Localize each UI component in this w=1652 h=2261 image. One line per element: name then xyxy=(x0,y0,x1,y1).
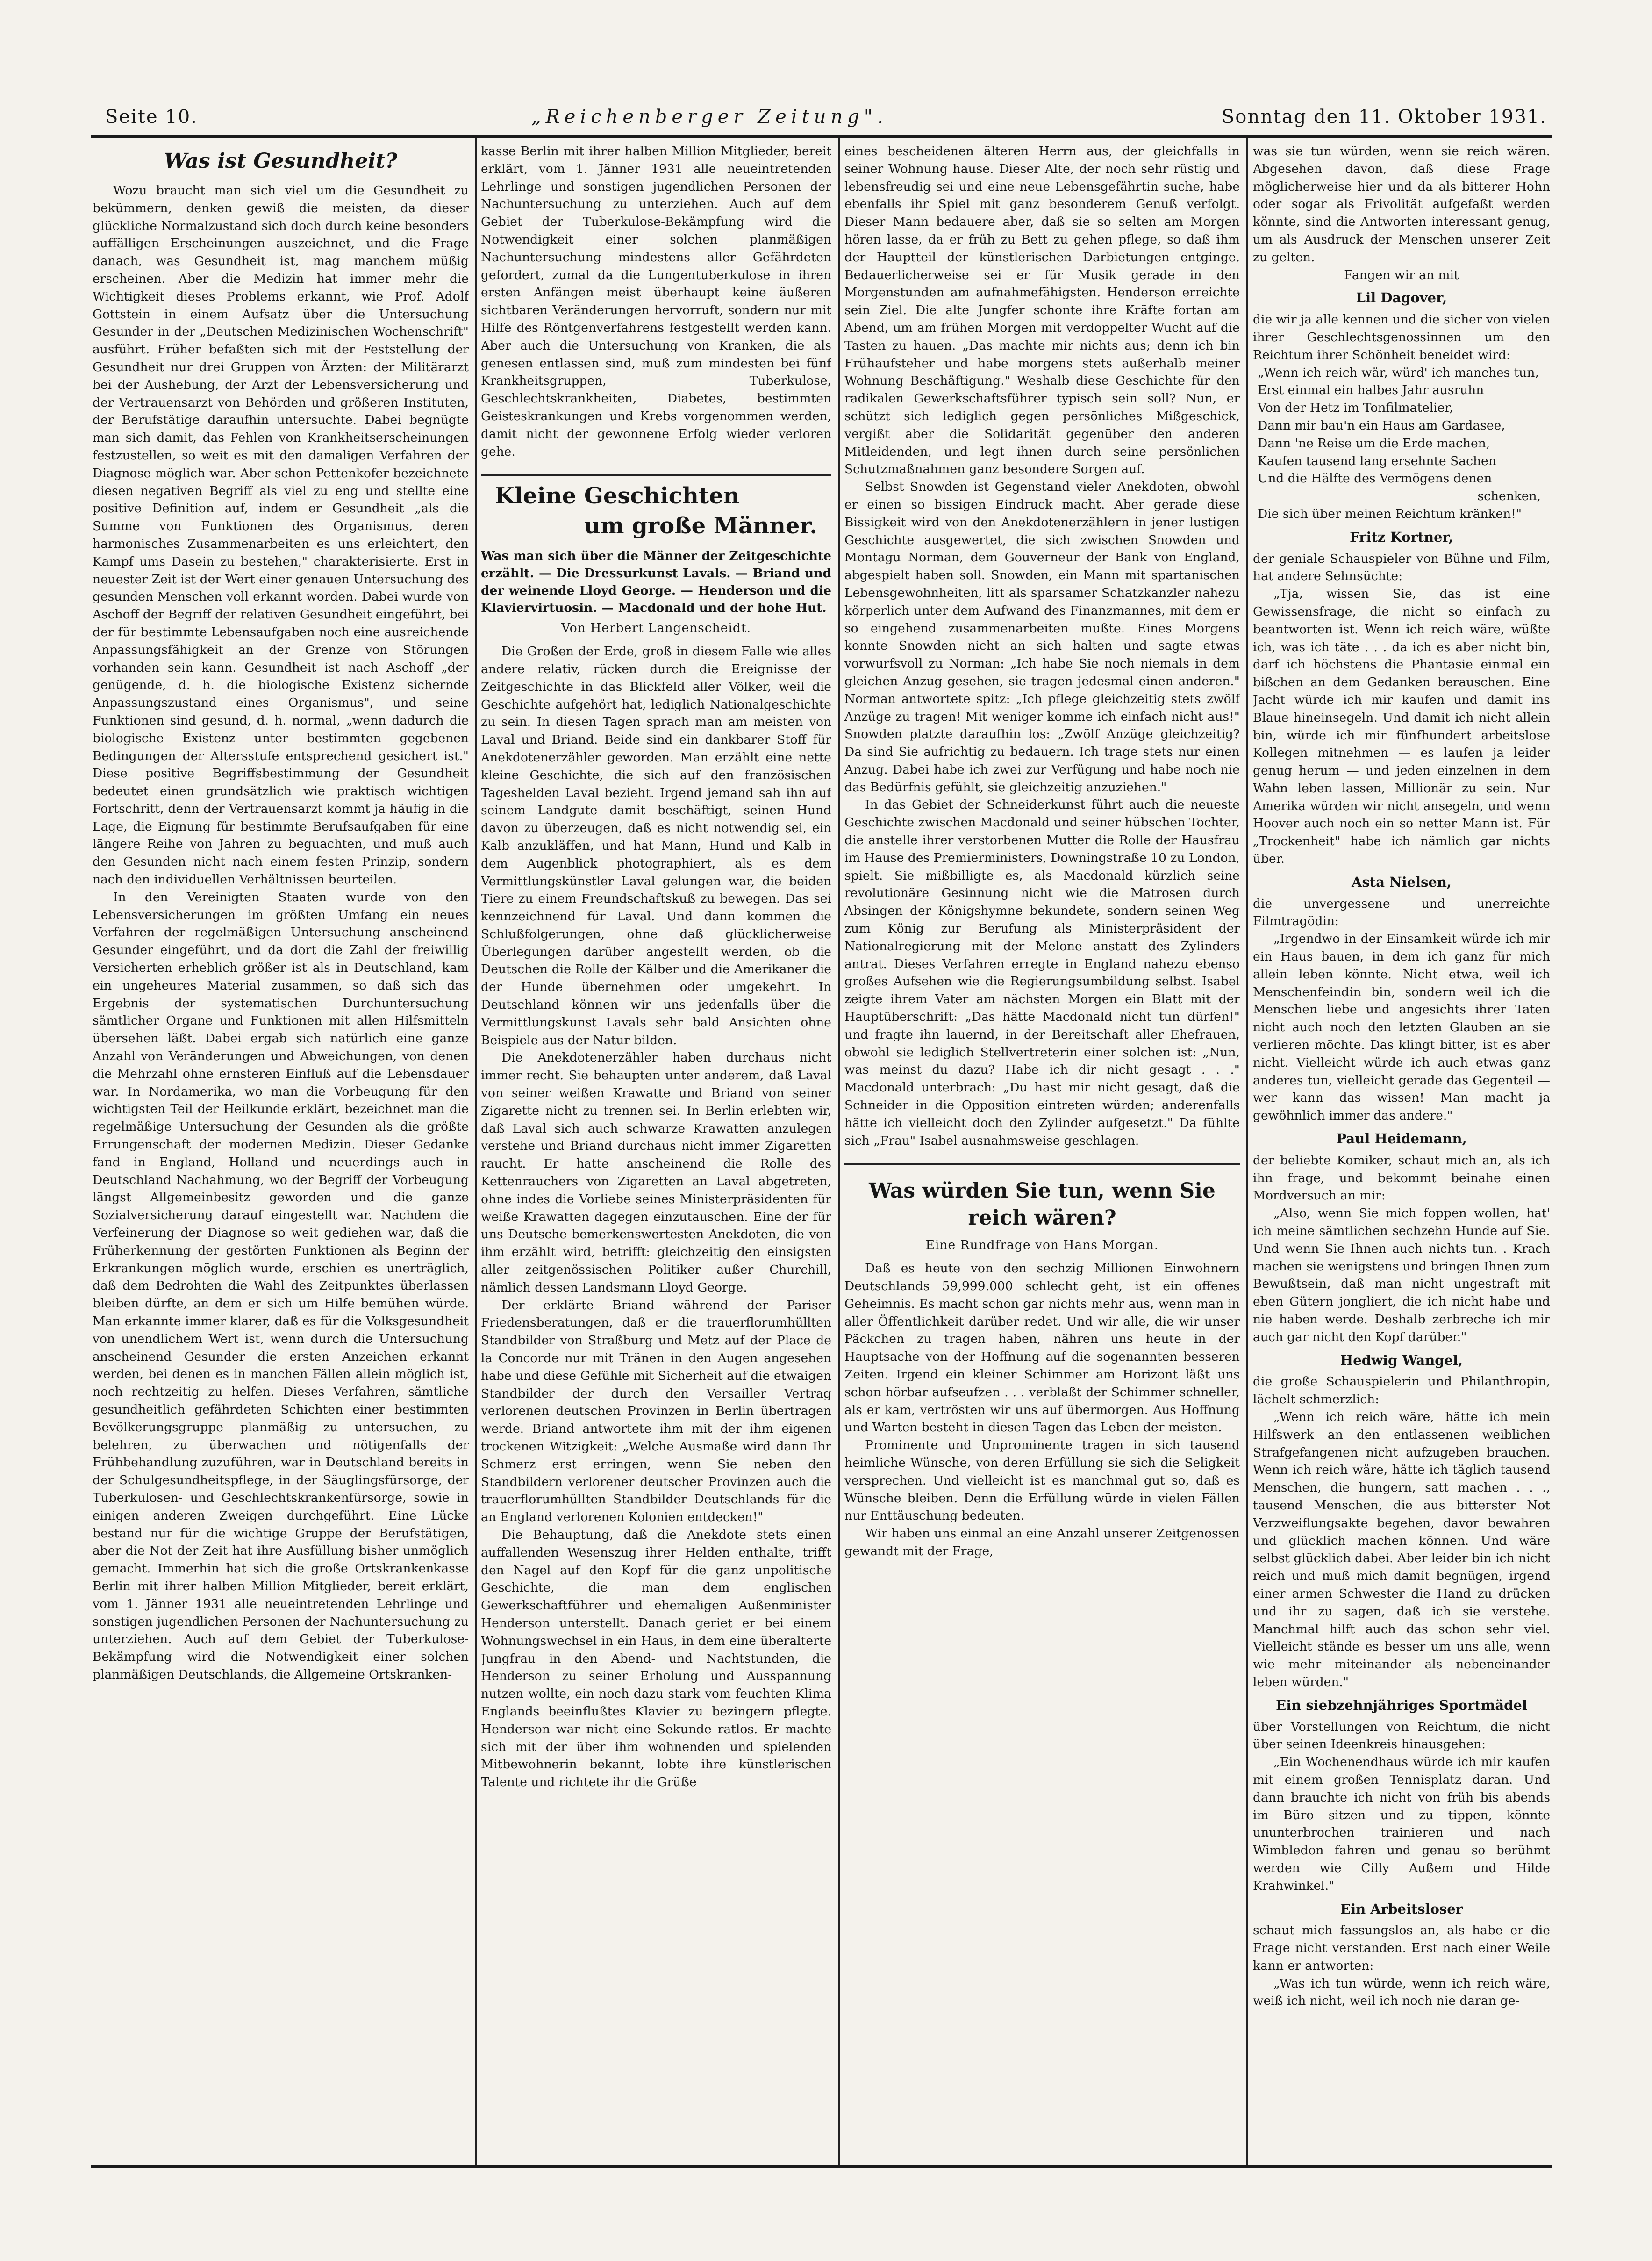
paragraph-continued: eines bescheidenen älteren Herrn aus, der gleichfalls in seiner Wohnung hause. Dieser Alte, der noch sehr rüstig und lebensfreudig sei und eine neue Lebensgefährtin suche, habe ebenfalls ihr Spiel mit ganz besonderem Genuß verfolgt. Dieser Mann bedauere aber, daß sie so selten am Morgen hören lasse, da er früh zu Bett zu gehen pflege, so daß ihm der Hauptteil der künstlerischen Darbietungen entginge. Bedauerlicherweise sei er für Musik gerade in den Morgenstunden am aufnahmefähigsten. Henderson erreichte sein Ziel. Die alte Jungfer schonte ihre Kräfte fortan am Abend, um am frühen Morgen mit verdoppelter Wucht auf die Tasten zu hauen. „Das machte mir nichts aus; denn ich bin Frühaufsteher und habe morgens stets außerhalb meiner Wohnung Beschäftigung." Weshalb diese Geschichte für den radikalen Gewerkschaftsführer typisch sein soll? Nun, er schützt sich lediglich gegen persönliches Mißgeschick, vergißt aber die Solidarität gegenüber den anderen Mitleidenden, und legt ihnen durch seine persönlichen Schutzmaßnahmen ganz besondere Sorgen auf. xyxy=(844,144,1240,477)
poem-line: Dann 'ne Reise um die Erde machen, xyxy=(1258,436,1490,451)
paragraph-continued: kasse Berlin mit ihrer halben Million Mitglieder, bereit erklärt, vom 1. Jänner 1931 alle neueintretenden Lehrlinge und sonstigen jugendlichen Personen der Nachuntersuchung zu unterziehen. Auch auf dem Gebiet der Tuberkulose-Bekämpfung wird die Notwendigkeit einer solchen planmäßigen Nachuntersuchung mindestens aller Gefährdeten gefordert, zumal da die Lungentuberkulose in ihren ersten Anfängen meist überhaupt keine äußeren sichtbaren Veränderungen hervorruft, sondern nur mit Hilfe des Röntgenverfahrens festgestellt werden kann. Aber auch die Untersuchung von Kranken, die als genesen entlassen sind, muß zum mindesten bei fünf Krankheitsgruppen, Tuberkulose, Geschlechtskrankheiten, Diabetes, bestimmten Geisteskrankungen und Krebs vorgenommen werden, damit nicht der gewonnene Erfolg wieder verloren gehe. xyxy=(481,144,831,459)
paragraph: die große Schauspielerin und Philanthropin, lächelt schmerzlich: xyxy=(1253,1374,1550,1407)
article-title-geschichten-line2: um große Männer. xyxy=(584,513,817,539)
respondent-name: Asta Nielsen, xyxy=(1351,874,1452,890)
paragraph: „Was ich tun würde, wenn ich reich wäre, weiß ich nicht, weil ich noch nie daran ge- xyxy=(1253,1976,1550,2009)
masthead: „Reichenberger Zeitung". xyxy=(531,106,888,128)
article-byline: Von Herbert Langenscheidt. xyxy=(561,621,751,636)
paragraph: Wir haben uns einmal an eine Anzahl unserer Zeitgenossen gewandt mit der Frage, xyxy=(844,1526,1240,1558)
page-number: Seite 10. xyxy=(105,106,198,128)
respondent-name: Ein siebzehnjähriges Sportmädel xyxy=(1276,1697,1527,1713)
paragraph: Prominente und Unprominente tragen in sich tausend heimliche Wünsche, von deren Erfüllung sie sich die Seligkeit versprechen. Und vielleicht ist es manchmal gut so, daß es Wünsche bleiben. Denn die Erfüllung würde in vielen Fällen nur Enttäuschung bedeuten. xyxy=(844,1438,1240,1523)
poem xyxy=(1253,364,1550,523)
poem-line: Kaufen tausend lang ersehnte Sachen xyxy=(1258,453,1496,468)
paragraph: „Also, wenn Sie mich foppen wollen, hat' ich meine sämtlichen sechzehn Hunde auf Sie. Und wenn Sie Ihnen auch nichts tun. . Krach machen sie wenigstens und bringen Ihnen zum Bewußtsein, daß man nicht ungestraft mit eben Gütern jongliert, die ich nicht habe und nie haben werde. Deshalb zerbreche ich mir auch gar nicht den Kopf darüber." xyxy=(1253,1206,1550,1344)
column-2 xyxy=(481,143,831,2157)
poem-line: Dann mir bau'n ein Haus am Gardasee, xyxy=(1258,418,1505,433)
poem-line: Die sich über meinen Reichtum kränken!" xyxy=(1258,506,1522,521)
paragraph: In den Vereinigten Staaten wurde von den Lebensversicherungen im größten Umfang ein neues Verfahren der regelmäßigen Untersuchung anscheinend Gesunder eingeführt, und da dort die Zahl der freiwillig Versicherten erheblich größer ist als in Deutschland, kam ein ungeheures Material zusammen, so daß sich das Ergebnis der systematischen Durchuntersuchung sämtlicher Organe und Funktionen mit allen Hilfsmitteln übersehen läßt. Dabei ergab sich natürlich eine ganze Anzahl von Veränderungen und Abweichungen, von denen die Mehrzahl ohne ernsteren Einfluß auf die Lebensdauer war. In Nordamerika, wo man die Vorbeugung für den wichtigsten Teil der Heilkunde erklärt, bezeichnet man die regelmäßige Untersuchung der Gesunden als die größte Errungenschaft der modernen Medizin. Dieser Gedanke fand in England, Holland und neuerdings auch in Deutschland Nachahmung, wo der Begriff der Vorbeugung längst Allgemeinbesitz geworden und die ganze Sozialversicherung darauf eingestellt war. Nachdem die Verfeinerung der Diagnose so weit gediehen war, daß die Früherkennung der gestörten Funktionen als Beginn der Erkrankungen möglich wurde, erschien es unerträglich, daß dem Bedrohten die Wahl des Zeitpunktes überlassen bleiben dürfte, an dem er sich um Hilfe bemühen würde. Man erkannte immer klarer, daß es für die Volksgesundheit von unendlichem Wert ist, wenn durch die Untersuchung anscheinend Gesunder die ersten Anzeichen erkannt werden, bei denen es in manchen Fällen allein möglich ist, noch rechtzeitig zu helfen. Dieses Verfahren, sämtliche gesundheitlich gefährdeten Schichten einer bestimmten Bevölkerungsgruppe planmäßig zu untersuchen, zu belehren, zu überwachen und nötigenfalls der Frühbehandlung zuzuführen, war in Deutschland bereits in der Schulgesundheitspflege, in der Säuglingsfürsorge, der Tuberkulosen- und Geschlechtskrankenfürsorge, sowie in einigen anderen Zweigen durchgeführt. Eine Lücke bestand nur für die wichtige Gruppe der Berufstätigen, aber die Not der Zeit hat ihre Ausfüllung bisher unmöglich gemacht. Immerhin hat sich die große Ortskrankenkasse Berlin mit ihrer halben Million Mitglieder, bereit erklärt, vom 1. Jänner 1931 alle neueintretenden Lehrlinge und sonstigen jugendlichen Personen der Nachuntersuchung zu unterziehen. Auch auf dem Gebiet der Tuberkulose-Bekämpfung wird die Notwendigkeit einer solchen planmäßigen Deutschlands, die Allgemeine Ortskranken- xyxy=(93,890,469,1682)
paragraph: „Ein Wochenendhaus würde ich mir kaufen mit einem großen Tennisplatz daran. Und dann brauchte ich nicht von früh bis abends im Büro sitzen und zu tippen, könnte ununterbrochen trainieren und nach Wimbledon fahren und genau so berühmt werden wie Cilly Außem und Hilde Krahwinkel." xyxy=(1253,1755,1550,1893)
paragraph: Der erklärte Briand während der Pariser Friedensberatungen, daß er die trauerflorumhüllten Standbilder von Straßburg und Metz auf der Place de la Concorde nur mit Tränen in den Augen angesehen habe und diese Gefühle mit Sicherheit auf die etwaigen Standbilder der durch den Versailler Vertrag verlorenen deutschen Provinzen in Berlin übertragen werde. Briand antwortete ihm mit der ihm eigenen trockenen Witzigkeit: „Welche Ausmaße wird dann Ihr Schmerz erst erringen, wenn Sie neben den Standbildern verlorener deutscher Provinzen auch die trauerflorumhüllten Standbilder Deutschlands für die an England verlorenen Kolonien entdecken!" xyxy=(481,1298,831,1525)
article-deck: Was man sich über die Männer der Zeitgeschichte erzählt. — Die Dressurkunst Lavals. — Briand und der weinende Lloyd George. — Henderson und die Klaviervirtuosin. — Macdonald und der hohe Hut. xyxy=(481,549,831,616)
article-title-reich: Was würden Sie tun, wenn Sie reich wären? xyxy=(869,1179,1216,1230)
article-separator xyxy=(844,1163,1240,1165)
respondent-name: Hedwig Wangel, xyxy=(1340,1352,1463,1368)
column-3 xyxy=(844,143,1240,2157)
paragraph: „Irgendwo in der Einsamkeit würde ich mir ein Haus bauen, in dem ich ganz für mich allein leben könnte. Nicht etwa, weil ich Menschenfeindin bin, sondern weil ich die Menschen liebe und angesichts ihrer Taten nicht auch noch den letzten Glauben an sie verlieren möchte. Das klingt bitter, ist es aber nicht. Vielleicht würde ich auch etwas ganz anderes tun, vielleicht gerade das Gegenteil — wer kann das wissen! Man macht ja gewöhnlich immer das andere." xyxy=(1253,932,1550,1123)
paragraph: der geniale Schauspieler von Bühne und Film, hat andere Sehnsüchte: xyxy=(1253,551,1550,584)
paragraph: Selbst Snowden ist Gegenstand vieler Anekdoten, obwohl er einen so bissigen Eindruck macht. Aber gerade diese Bissigkeit wird von den Anekdotenerzählern in jener lustigen Geschichte ausgewertet, die sich zwischen Snowden und Montagu Norman, dem Gouverneur der Bank von England, abgespielt haben soll. Snowden, ein Mann mit spartanischen Lebensgewohnheiten, litt als sparsamer Schatzkanzler nahezu körperlich unter dem Aufwand des Finanzmannes, mit dem er so eingehend zusammenarbeiten mußte. Eines Morgens konnte Snowden nicht an sich halten und sagte etwas vorwurfsvoll zu Norman: „Ich habe Sie noch niemals in dem gleichen Anzug gesehen, sie tragen jedesmal einen anderen." Norman antwortete spitz: „Ich pflege gleichzeitig stets zwölf Anzüge zu tragen! Mit weniger komme ich einfach nicht aus!" Snowden platzte daraufhin los: „Zwölf Anzüge gleichzeitig? Da sind Sie aufrichtig zu bedauern. Ich trage stets nur einen Anzug. Dabei habe ich zwei zur Verfügung und habe noch nie das Bedürfnis gefühlt, sie gleichzeitig anzuziehen." xyxy=(844,480,1240,795)
poem-line: Und die Hälfte des Vermögens denen xyxy=(1258,471,1492,486)
column-1 xyxy=(93,143,469,2157)
poem-line: „Wenn ich reich wär, würd' ich manches tun, xyxy=(1258,365,1539,380)
respondent-name: Ein Arbeitsloser xyxy=(1340,1901,1463,1917)
paragraph: über Vorstellungen von Reichtum, die nicht über seinen Ideenkreis hinausgehen: xyxy=(1253,1719,1550,1752)
paragraph-continued: was sie tun würden, wenn sie reich wären. Abgesehen davon, daß diese Frage möglicherweise hier und da als bitterer Hohn oder sogar als Frivolität aufgefaßt werden könnte, sind die Antworten interessant genug, um als Ausdruck der Menschen unserer Zeit zu gelten. xyxy=(1253,144,1550,265)
paragraph: Die Anekdotenerzähler haben durchaus nicht immer recht. Sie behaupten unter anderem, daß Laval von seiner weißen Krawatte und Briand von seiner Zigarette nicht zu trennen sei. In Berlin erlebten wir, daß Laval sich auch schwarze Krawatten anzulegen verstehe und Briand durchaus nicht immer Zigaretten raucht. Er hatte anscheinend die Rolle des Kettenrauchers von Zigaretten an Laval abgetreten, ohne indes die Vorliebe seines Ministerpräsidenten für weiße Krawatten dagegen einzutauschen. Eine der für uns Deutsche bemerkenswertesten Anekdoten, die von ihm erzählt wird, betrifft: gleichzeitig den einsigsten aller zeitgenössischen Politiker außer Churchill, nämlich dessen Landsmann Lloyd George. xyxy=(481,1050,831,1295)
paragraph: der beliebte Komiker, schaut mich an, als ich ihn frage, und bekommt beinahe einen Mordversuch an mir: xyxy=(1253,1153,1550,1203)
article-title-geschichten-line1: Kleine Geschichten xyxy=(495,483,740,510)
poem-line: Erst einmal ein halbes Jahr ausruhn xyxy=(1258,383,1484,398)
article-separator xyxy=(481,474,831,476)
footer-rule xyxy=(91,2165,1552,2168)
respondent-name: Lil Dagover, xyxy=(1356,290,1447,306)
page-header xyxy=(105,102,1547,132)
column-4 xyxy=(1253,143,1550,2157)
issue-date: Sonntag den 11. Oktober 1931. xyxy=(1221,106,1547,128)
article-byline: Eine Rundfrage von Hans Morgan. xyxy=(925,1238,1159,1253)
header-rule xyxy=(91,135,1552,138)
paragraph: „Wenn ich reich wäre, hätte ich mein Hilfswerk an den entlassenen weiblichen Strafgefangenen nicht aufzugeben brauchen. Wenn ich reich wäre, hätte ich täglich tausend Menschen, die hungern, satt machen . . ., tausend Menschen, die aus bitterster Not Verzweiflungsakte begehen, davor bewahren und glücklich machen können. Und wäre selbst glücklich dabei. Aber leider bin ich nicht reich und muß mich damit begnügen, irgend einer armen Schwester die Hand zu drücken und ihr zu sagen, daß ich sie verstehe. Manchmal hilft auch das schon sehr viel. Vielleicht stände es besser um uns alle, wenn wie mehr miteinander als nebeneinander leben würden." xyxy=(1253,1409,1550,1689)
paragraph: Daß es heute von den sechzig Millionen Einwohnern Deutschlands 59,999.000 schlecht geht, ist ein offenes Geheimnis. Es macht schon gar nichts mehr aus, wenn man in aller Öffentlichkeit darüber redet. Und wir alle, die wir unser Päckchen zu tragen haben, nähren uns heute in der Hauptsache von der Hoffnung auf die sogenannten besseren Zeiten. Irgend ein kleiner Schimmer am Horizont läßt uns schon hörbar aufseufzen . . . verblaßt der Schimmer schneller, als er kam, vertrösten wir uns auf übermorgen. Aus Hoffnung und Warten besteht in diesen Tagen das Leben der meisten. xyxy=(844,1261,1240,1435)
respondent-name: Fritz Kortner, xyxy=(1350,529,1453,545)
paragraph: Die Großen der Erde, groß in diesem Falle wie alles andere relativ, rücken durch die Ereignisse der Zeitgeschichte in das Blickfeld aller Völker, weil die Geschichte aufgehört hat, lediglich Nationalgeschichte zu sein. In diesen Tagen sprach man am meisten von Laval und Briand. Beide sind ein dankbarer Stoff für Anekdotenerzähler geworden. Man erzählt eine nette kleine Geschichte, die sich auf den französischen Tageshelden Laval bezieht. Irgend jemand sah ihn auf seinem Landgute damit beschäftigt, seinen Hund davon zu überzeugen, daß es nicht notwendig sei, ein Kalb anzukläffen, und hat Mann, Hund und Kalb in dem Augenblick photographiert, als es dem Vermittlungskünstler Laval gelungen war, die beiden Tiere zu einem Freundschaftskuß zu bewegen. Das sei kennzeichnend für Laval. Und dann kommen die Schlußfolgerungen, ohne daß glücklicherweise Überlegungen darüber angestellt werden, ob die Deutschen die Rolle der Kälber und die Amerikaner die der Hunde übernehmen oder umgekehrt. In Deutschland können wir uns jedenfalls über die Vermittlungskunst Lavals sehr bald Ansichten ohne Beispiele aus der Natur bilden. xyxy=(481,644,831,1048)
poem-line: Von der Hetz im Tonfilmatelier, xyxy=(1258,401,1453,416)
poem-line: schenken, xyxy=(1477,489,1541,504)
paragraph: Wozu braucht man sich viel um die Gesundheit zu bekümmern, denken gewiß die meisten, da dieser glückliche Normalzustand sich doch durch keine besonders auffälligen Erscheinungen auszeichnet, und die Frage danach, was Gesundheit ist, mag manchem müßig erscheinen. Aber die Medizin hat immer mehr die Wichtigkeit dieses Problems erkannt, wie Prof. Adolf Gottstein in einem Aufsatz über die Untersuchung Gesunder in der „Deutschen Medizinischen Wochenschrift" ausführt. Früher befaßten sich mit der Feststellung der Gesundheit nur drei Gruppen von Ärzten: der Militärarzt bei der Aushebung, der Arzt der Lebensversicherung und der Vertrauensarzt von Behörden und größeren Instituten, der Berufstätige daraufhin untersuchte. Dabei begnügte man sich damit, das Fehlen von Krankheitserscheinungen festzustellen, so weit es mit den damaligen Verfahren der Diagnose möglich war. Aber schon Pettenkofer bezeichnete diesen negativen Begriff als viel zu eng und stellte eine positive Definition auf, indem er Gesundheit „als die Summe von Funktionen des Organismus, deren harmonisches Zusammenarbeiten es uns erleichtert, den Kampf ums Dasein zu bestehen," charakterisierte. Erst in neuester Zeit ist der Wert einer genauen Untersuchung des gesunden Menschen voll erkannt worden. Dabei wurde von Aschoff der Begriff der relativen Gesundheit eingeführt, bei der für bestimmte Lebensaufgaben noch eine ausreichende Anpassungsfähigkeit an der Grenze von Störungen vorhanden sein kann. Gesundheit ist nach Aschoff „der genügende, d. h. die biologische Existenz sichernde Anpassungszustand eines Organismus", und seine Funktionen sind gesund, d. h. normal, „wenn dadurch die biologische Existenz unter bestimmten gegebenen Bedingungen der Altersstufe entsprechend gesichert ist." Diese positive Begriffsbestimmung der Gesundheit bedeutet einen grundsätzlich wie praktisch wichtigen Fortschritt, denn der Vertrauensarzt kommt ja häufig in die Lage, die Eignung für bestimmte Berufsaufgaben für eine längere Reihe von Jahren zu beguachten, und muß auch den Gesunden nicht nach einem festen Prinzip, sondern nach den individuellen Verhältnissen beurteilen. xyxy=(93,183,469,887)
paragraph: schaut mich fassungslos an, als habe er die Frage nicht verstanden. Erst nach einer Weile kann er antworten: xyxy=(1253,1923,1550,1973)
paragraph: die wir ja alle kennen und die sicher von vielen ihrer Geschlechtsgenossinnen um den Reichtum ihrer Schönheit beneidet wird: xyxy=(1253,312,1550,362)
article-title-gesundheit: Was ist Gesundheit? xyxy=(164,149,398,173)
column-divider xyxy=(838,138,840,2165)
paragraph: „Tja, wissen Sie, das ist eine Gewissensfrage, die nicht so einfach zu beantworten ist. Wenn ich reich wäre, wüßte ich, was ich täte . . . da ich es aber nicht bin, darf ich höchstens die Phantasie einmal ein bißchen an dem Gedanken berauschen. Eine Jacht würde ich mir kaufen und damit ins Blaue hineinsegeln. Und damit ich nicht allein bin, würde ich mir fünfhundert arbeitslose Kollegen mitnehmen — es laufen ja leider genug herum — und jeden einzelnen in dem Wahn leben lassen, Millionär zu sein. Nur Amerika würden wir nicht ansegeln, und wenn Hoover auch noch ein so netter Mann ist. Für „Trockenheit" habe ich nämlich gar nichts über. xyxy=(1253,587,1550,867)
column-divider xyxy=(1246,138,1248,2165)
paragraph: Die Behauptung, daß die Anekdote stets einen auffallenden Wesenszug ihrer Helden enthalte, trifft den Nagel auf den Kopf für die ganz unpolitische Geschichte, die man dem englischen Gewerkschaftführer und ehemaligen Außenminister Henderson unterstellt. Danach geriet er bei einem Wohnungswechsel in ein Haus, in dem eine überalterte Jungfrau in den Abend- und Nachtstunden, die Henderson zu seiner Erholung und Ausspannung nutzen wollte, ein noch dazu stark vom feuchten Klima Englands beeinflußtes Klavier zu bezingern pflegte. Henderson war nicht eine Sekunde ratlos. Er machte sich mit der über ihm wohnenden und spielenden Mitbewohnerin bekannt, lobte ihre künstlerischen Talente und richtete ihr die Grüße xyxy=(481,1527,831,1790)
paragraph: In das Gebiet der Schneiderkunst führt auch die neueste Geschichte zwischen Macdonald und seiner hübschen Tochter, die anstelle ihrer verstorbenen Mutter die Rolle der Hausfrau im Hause des Premierministers, Downingstraße 10 zu London, spielt. Sie mißbilligte es, als Macdonald kürzlich seine revolutionäre Gesinnung nicht wie die Matrosen durch Absingen der Königshymne bekundete, sondern seinen Weg zum König zur Berufung als Ministerpräsident der Nationalregierung mit der Melone anstatt des Zylinders antrat. Dieses Verfahren erregte in England nahezu ebenso großes Aufsehen wie die Regierungsumbildung selbst. Isabel zeigte ihrem Vater am nächsten Morgen ein Blatt mit der Hauptüberschrift: „Das hätte Macdonald nicht tun dürfen!" und fragte ihn lauernd, in der Bereitschaft aller Ehefrauen, obwohl sie lediglich Stellvertreterin einer solchen ist: „Nun, was meinst du dazu? Habe ich dir nicht gesagt . . ." Macdonald unterbrach: „Du hast mir nicht gesagt, daß die Schneider in die Opposition eintreten würden; anderenfalls hätte ich vielleicht doch den Zylinder aufgesetzt." Da fühlte sich „Frau" Isabel ausnahmsweise geschlagen. xyxy=(844,797,1240,1148)
paragraph: Fangen wir an mit xyxy=(1344,267,1459,282)
column-divider xyxy=(475,138,477,2165)
respondent-name: Paul Heidemann, xyxy=(1336,1131,1467,1147)
paragraph: die unvergessene und unerreichte Filmtragödin: xyxy=(1253,896,1550,929)
